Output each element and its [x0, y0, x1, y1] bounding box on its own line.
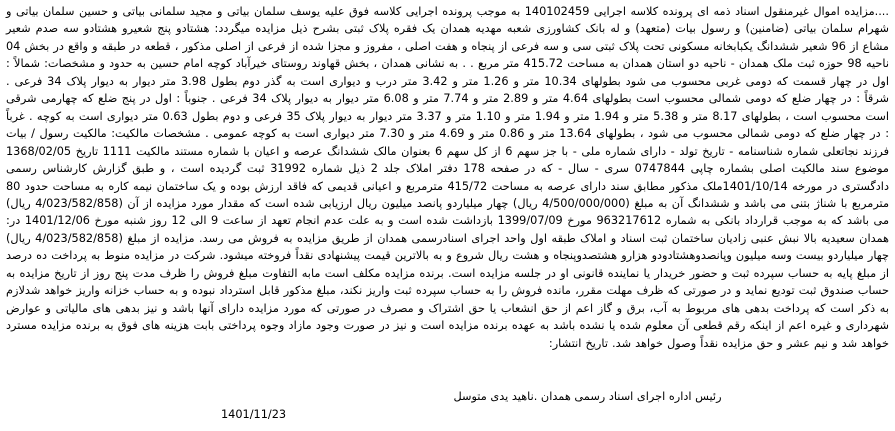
publication-date: 1401/11/23: [221, 408, 287, 421]
signature-line: رئیس اداره اجرای اسناد رسمی همدان .ناهید یدی متوسل: [453, 390, 722, 403]
notice-body: ....مزایده اموال غیرمنقول اسناد ذمه ای پرونده کلاسه اجرایی 140102459 به موجب پرونده اجرایی کلاسه فوق علیه یوسف سلمان بیاتی و مجید سلمانی بیاتی و حسین سلمان بیاتی و شهرام سلمان بیاتی (ضامنین) و رسول بیات (متعهد) و له بانک کشاورزی شعبه مهدیه همدان یک فقره پلاک ثبتی بشرح ذیل مزایده میگردد: هشتادو پنج شعیرو هشتادو سه صدم شعیر مشاع از 96 شعیر ششدانگ یکبابخانه مسکونی تحت پلاک ثبتی سی و سه فرعی از پنجاه و هفت اصلی ، مفروز و مجزا شده از فرعی از اصلی مذکور ، قطعه در طبقه و واقع در بخش 04 ناحیه 98 حوزه ثبت ملک همدان - ناحیه دو استان همدان به مساحت 415.72 متر مربع . . به نشانی همدان ، بخش قهاوند روستای خیرآباد کوچه امام حسین به حدود و مشخصات: شمالاً : اول در چهار قسمت که دومی غربی محسوب می شود بطولهای 10.34 متر و 1.26 متر و 3.42 متر درب و دیواری است به گذر دوم بطول 3.98 متر دیوار به دیوار پلاک 34 فرعی . شرقاً : در چهار ضلع که دومی شمالی محسوب است بطولهای 4.64 متر و 2.89 متر و 7.74 متر و 6.08 متر دیوار به دیوار پلاک 34 فرعی . جنوباً : اول در پنج ضلع که چهارمی شرقی است محسوب است ، بطولهای 8.17 متر و 5.38 متر و 1.94 متر و 1.94 متر و 1.10 متر و 3.37 متر دیوار به دیوار پلاک 35 فرعی و دوم بطول 0.63 متر دیواری است به کوچه . غرباً : در چهار ضلع که دومی شمالی محسوب می شود ، بطولهای 13.64 متر و 0.86 متر و 4.69 متر و 7.30 متر دیواری است به کوچه عمومی . مشخصات مالکیت: مالکیت رسول / بیات فرزند نجاتعلی شماره شناسنامه - تاریخ تولد - دارای شماره ملی - با جز سهم 6 از کل سهم 6 بعنوان مالک ششدانگ عرصه و اعیان با شماره مستند مالکیت 1111 تاریخ 1368/02/05 موضوع سند مالکیت اصلی بشماره چاپی 0747844 سری - سال - که در صفحه 178 دفتر املاک جلد 2 ذیل شماره 31992 ثبت گردیده است ، و طبق گزارش کارشناس رسمی دادگستری در مورخه 1401/10/14ملک مذکور مطابق سند دارای عرصه به مساحت 415/72 مترمربع و اعیانی قدیمی که فاقد ارزش بوده و یک ساختمان نیمه کاره به مساحت حدود 80 مترمربع با شناژ بتنی می باشد و ششدانگ آن به مبلغ (4/500/000/000 ریال) چهار میلیاردو پانصد میلیون ریال ارزیابی شده است که مقدار مورد مزایده از آن (4/023/582/858 ریال) می باشد که به موجب قرارداد بانکی به شماره 963217612 مورخ 1399/07/09 بازداشت شده است و به علت عدم انجام تعهد از ساعت 9 الی 12 روز شنبه مورخ 1401/12/06 در: همدان سعیدیه بالا نبش عنبی زادیان ساختمان ثبت اسناد و املاک طبقه اول واحد اجرای اسنادرسمی همدان از طریق مزایده به فروش می رسد. مزایده از مبلغ (4/023/582/858 ریال) چهار میلیاردو بیست وسه میلیون وپانصدوهشتادودو هزارو هشتصدوپنجاه و هشت ریال شروع و به بالاترین قیمت پیشنهادی نقداً فروخته میشود. شرکت در مزایده منوط به پرداخت ده درصد از مبلغ پایه به حساب سپرده ثبت و حضور خریدار یا نماینده قانونی او در جلسه مزایده است. برنده مزایده مکلف است مابه التفاوت مبلغ فروش را ظرف مدت پنج روز از تاریخ مزایده به حساب صندوق ثبت تودیع نماید و در صورتی که ظرف مهلت مقرر، مانده فروش را به حساب سپرده ثبت واریز نکند، مبلغ مذکور قابل استرداد نبوده و به حساب خزانه واریز خواهد شدلازم به ذکر است که پرداخت بدهی های مربوط به آب، برق و گاز اعم از حق انشعاب یا حق اشتراک و مصرف در صورتی که مورد مزایده دارای آنها باشد و نیز بدهی های مالیاتی و عوارض شهرداری و غیره اعم از اینکه رقم قطعی آن معلوم شده یا نشده باشد به عهده برنده مزایده است و نیز در صورت وجود مازاد وجوه پرداختی بابت هزینه های فوق به برنده مزایده مسترد خواهد شد و نیم عشر و حق مزایده نقداً وصول خواهد شد. تاریخ انتشار:: [6, 5, 890, 350]
